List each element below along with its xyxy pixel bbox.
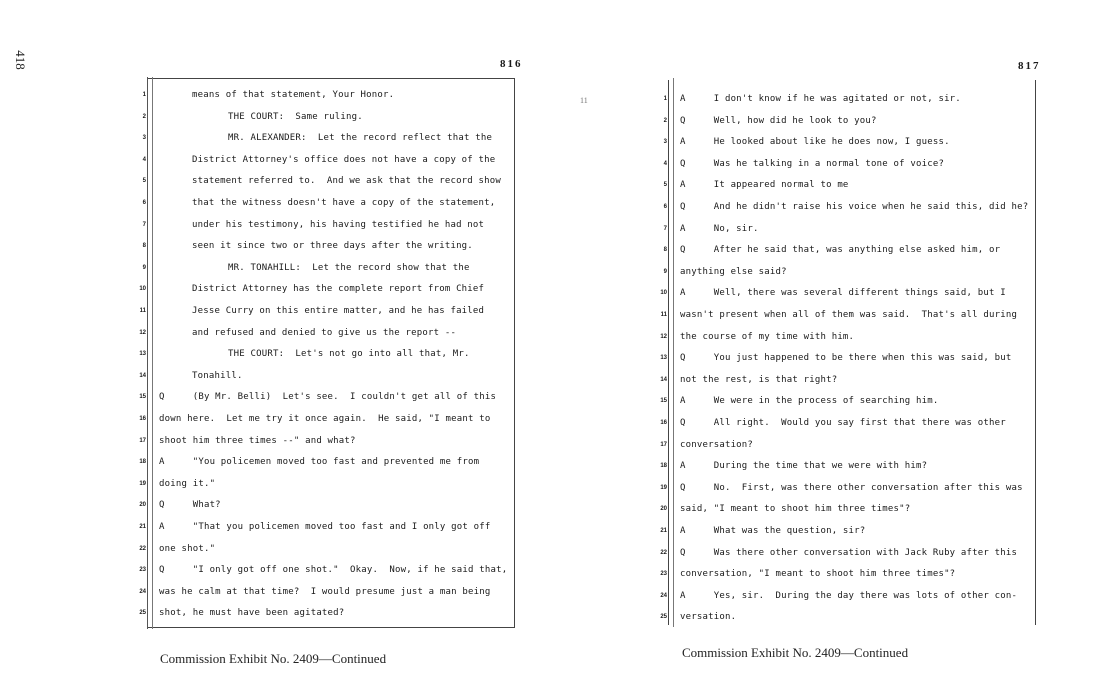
- transcript-line: [660, 285, 1035, 307]
- line-text: seen it since two or three days after the writing.: [192, 241, 473, 252]
- transcript-line: [663, 264, 1035, 286]
- line-number: 24: [139, 588, 146, 595]
- line-number: 2: [142, 113, 146, 120]
- line-number: 6: [142, 200, 146, 206]
- line-number: 22: [139, 545, 146, 552]
- line-number: 13: [660, 355, 667, 362]
- line-text: THE COURT: Same ruling.: [228, 111, 363, 122]
- line-text: anything else said?: [680, 266, 787, 277]
- line-number: 8: [142, 243, 146, 250]
- line-number: 9: [663, 268, 667, 275]
- line-number: 10: [139, 286, 146, 293]
- line-number: 4: [663, 160, 667, 167]
- transcript-line: [139, 368, 514, 390]
- line-text: A What was the question, sir?: [680, 526, 866, 536]
- line-number: 24: [660, 592, 667, 599]
- line-text: District Attorney has the complete report from Chief: [192, 284, 485, 295]
- line-number: 6: [663, 204, 667, 210]
- transcript-line: [142, 217, 514, 239]
- line-number: 8: [663, 247, 667, 254]
- transcript-page-right: [660, 80, 1036, 625]
- transcript-line: [139, 541, 514, 563]
- line-text: Q Was he talking in a normal tone of voice?: [680, 158, 945, 169]
- transcript-line: [663, 156, 1035, 178]
- line-text: doing it.": [159, 478, 216, 489]
- page-number-right: 817: [1018, 60, 1041, 72]
- line-text: A Yes, sir. During the day there was lots of other con-: [680, 590, 1018, 601]
- line-number: 22: [660, 549, 667, 556]
- line-number: 14: [660, 376, 667, 383]
- line-text: A It appeared normal to me: [680, 180, 849, 191]
- transcript-line: [660, 458, 1035, 480]
- line-number: 11: [660, 312, 667, 318]
- transcript-line: [139, 605, 514, 627]
- gutter-mark: 11: [580, 96, 588, 105]
- transcript-line: [142, 152, 514, 174]
- transcript-line: [142, 173, 514, 195]
- line-text: not the rest, is that right?: [680, 374, 838, 385]
- line-number: 15: [139, 394, 146, 401]
- line-number: 1: [663, 96, 667, 102]
- line-number: 17: [660, 441, 667, 448]
- transcript-line: [660, 480, 1035, 502]
- line-number: 20: [660, 506, 667, 513]
- line-number: 25: [139, 610, 146, 617]
- transcript-line: [660, 437, 1035, 459]
- line-text: MR. ALEXANDER: Let the record reflect that the: [228, 133, 493, 144]
- transcript-line: [142, 195, 514, 217]
- line-text: A I don't know if he was agitated or not, sir.: [680, 94, 961, 104]
- transcript-line: [660, 372, 1035, 394]
- line-text: conversation, "I meant to shoot him three times"?: [680, 569, 956, 580]
- line-number: 7: [663, 225, 667, 232]
- line-number: 21: [660, 528, 667, 534]
- line-number: 10: [660, 290, 667, 297]
- transcript-page-left: [139, 78, 515, 628]
- line-number: 18: [139, 459, 146, 466]
- transcript-line: [663, 242, 1035, 264]
- line-text: Q After he said that, was anything else asked him, or: [680, 245, 1001, 256]
- line-text: shoot him three times --" and what?: [159, 435, 356, 446]
- transcript-line: [139, 497, 514, 519]
- line-number: 25: [660, 614, 667, 621]
- line-text: District Attorney's office does not have a copy of the: [192, 154, 496, 165]
- line-text: Q You just happened to be there when this was said, but: [680, 353, 1012, 364]
- line-text: Q No. First, was there other conversation after this was: [680, 482, 1023, 493]
- line-text: Q Was there other conversation with Jack Ruby after this: [680, 547, 1018, 558]
- transcript-line: [660, 415, 1035, 437]
- line-text: said, "I meant to shoot him three times"?: [680, 504, 911, 515]
- line-text: Q All right. Would you say first that there was other: [680, 418, 1006, 428]
- line-number: 13: [139, 351, 146, 358]
- line-number: 2: [663, 117, 667, 124]
- line-text: shot, he must have been agitated?: [159, 608, 345, 619]
- line-number: 17: [139, 437, 146, 444]
- transcript-line: [142, 130, 514, 152]
- line-text: wasn't present when all of them was said. That's all during: [680, 310, 1018, 320]
- transcript-line: [663, 177, 1035, 199]
- line-text: Q What?: [159, 500, 221, 511]
- transcript-line: [663, 199, 1035, 221]
- line-number: 16: [660, 420, 667, 426]
- transcript-line: [139, 562, 514, 584]
- line-text: A "That you policemen moved too fast and I only got off: [159, 522, 491, 532]
- line-number: 9: [142, 264, 146, 271]
- line-text: Q (By Mr. Belli) Let's see. I couldn't get all of this: [159, 392, 497, 403]
- line-number: 16: [139, 416, 146, 422]
- transcript-line: [139, 411, 514, 433]
- line-text: and refused and denied to give us the report --: [192, 327, 457, 338]
- transcript-line: [139, 584, 514, 606]
- transcript-line: [139, 346, 514, 368]
- line-text: under his testimony, his having testified he had not: [192, 219, 485, 230]
- line-number: 20: [139, 502, 146, 509]
- line-number: 12: [139, 329, 146, 336]
- transcript-line: [139, 433, 514, 455]
- line-text: versation.: [680, 612, 737, 623]
- transcript-line: [660, 609, 1035, 631]
- transcript-line: [660, 329, 1035, 351]
- line-text: that the witness doesn't have a copy of the statement,: [192, 198, 496, 208]
- transcript-line: [660, 545, 1035, 567]
- transcript-line: [142, 109, 514, 131]
- transcript-line: [139, 519, 514, 541]
- line-number: 21: [139, 524, 146, 530]
- transcript-line: [139, 281, 514, 303]
- line-text: Jesse Curry on this entire matter, and he has failed: [192, 306, 485, 316]
- transcript-line: [660, 523, 1035, 545]
- line-text: Q "I only got off one shot." Okay. Now, if he said that,: [159, 565, 508, 576]
- line-text: statement referred to. And we ask that the record show: [192, 176, 502, 187]
- line-text: means of that statement, Your Honor.: [192, 90, 395, 100]
- line-number: 18: [660, 463, 667, 470]
- transcript-line: [142, 87, 514, 109]
- line-number: 23: [660, 571, 667, 578]
- transcript-line: [142, 238, 514, 260]
- transcript-line: [660, 501, 1035, 523]
- caption-left: Commission Exhibit No. 2409—Continued: [160, 651, 387, 666]
- line-text: A No, sir.: [680, 223, 759, 234]
- line-number: 3: [142, 135, 146, 142]
- transcript-line: [660, 566, 1035, 588]
- line-text: THE COURT: Let's not go into all that, Mr.: [228, 349, 470, 360]
- line-text: A Well, there was several different things said, but I: [680, 288, 1006, 299]
- transcript-line: [663, 134, 1035, 156]
- transcript-line: [660, 588, 1035, 610]
- line-text: the course of my time with him.: [680, 331, 855, 342]
- line-text: Q Well, how did he look to you?: [680, 115, 877, 126]
- line-number: 14: [139, 372, 146, 379]
- transcript-line: [142, 260, 514, 282]
- line-text: A We were in the process of searching him.: [680, 396, 939, 407]
- line-text: conversation?: [680, 439, 754, 450]
- transcript-line: [660, 307, 1035, 329]
- transcript-line: [660, 393, 1035, 415]
- transcript-line: [139, 325, 514, 347]
- transcript-line: [663, 91, 1035, 113]
- line-text: A During the time that we were with him?: [680, 461, 928, 472]
- line-number: 5: [142, 178, 146, 185]
- caption-right: Commission Exhibit No. 2409—Continued: [682, 645, 909, 660]
- line-number: 7: [142, 221, 146, 228]
- line-text: A "You policemen moved too fast and prevented me from: [159, 457, 480, 468]
- transcript-line: [139, 389, 514, 411]
- transcript-line: [663, 113, 1035, 135]
- transcript-line: [139, 454, 514, 476]
- line-number: 3: [663, 139, 667, 146]
- line-number: 19: [660, 484, 667, 491]
- line-number: 15: [660, 398, 667, 405]
- line-text: Tonahill.: [192, 370, 243, 381]
- transcript-line: [139, 303, 514, 325]
- line-text: A He looked about like he does now, I guess.: [680, 137, 950, 148]
- line-number: 11: [139, 308, 146, 314]
- line-number: 23: [139, 567, 146, 574]
- line-text: Q And he didn't raise his voice when he said this, did he?: [680, 202, 1029, 212]
- page-number-left: 816: [500, 58, 523, 70]
- line-number: 5: [663, 182, 667, 189]
- line-text: down here. Let me try it once again. He said, "I meant to: [159, 414, 491, 424]
- transcript-line: [660, 350, 1035, 372]
- side-page-number: 418: [12, 50, 28, 70]
- line-text: was he calm at that time? I would presume just a man being: [159, 586, 491, 597]
- line-number: 1: [142, 92, 146, 98]
- line-number: 4: [142, 156, 146, 163]
- line-number: 12: [660, 333, 667, 340]
- line-number: 19: [139, 480, 146, 487]
- transcript-line: [139, 476, 514, 498]
- transcript-line: [663, 221, 1035, 243]
- line-text: one shot.": [159, 543, 216, 554]
- line-text: MR. TONAHILL: Let the record show that the: [228, 262, 470, 273]
